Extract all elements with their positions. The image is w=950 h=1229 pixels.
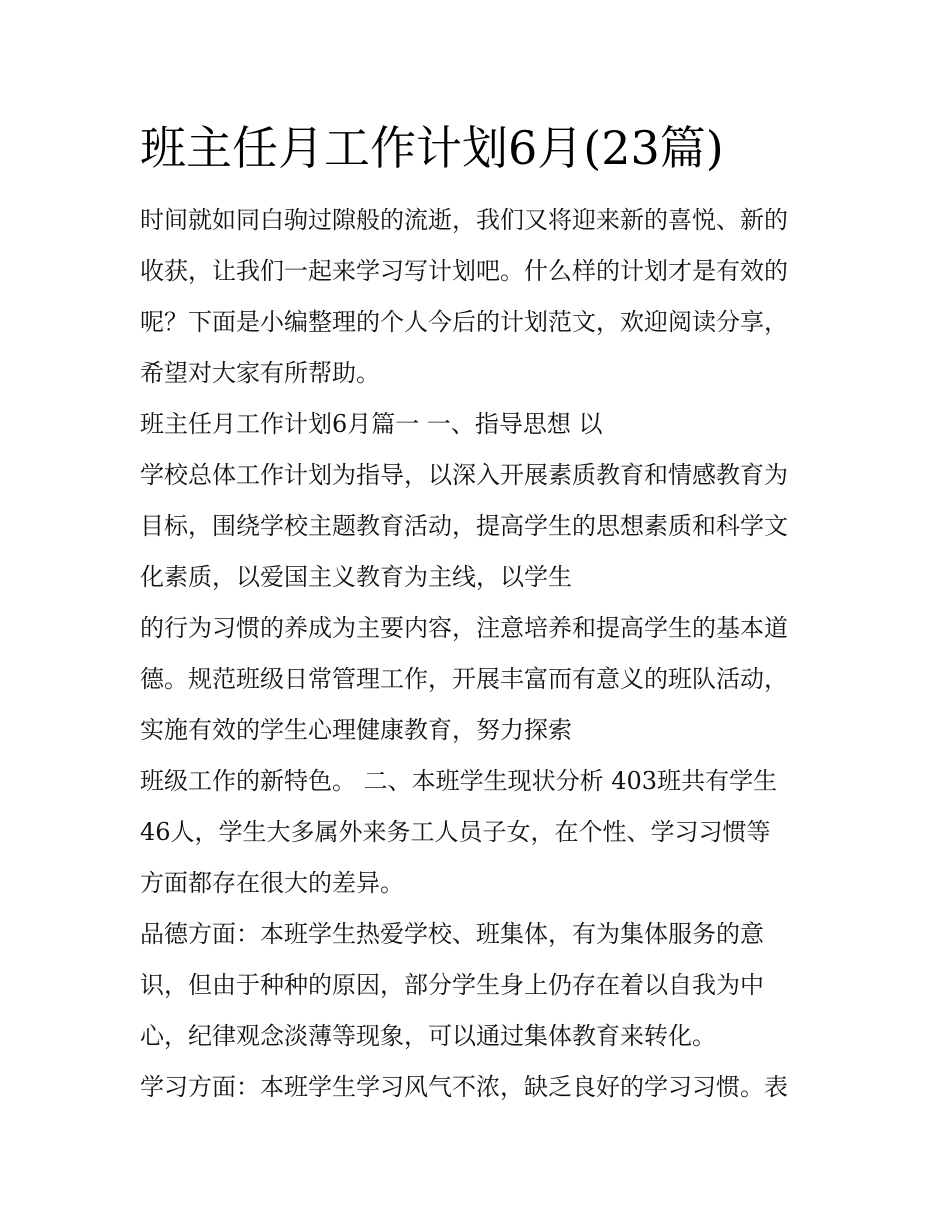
- body-line: 的行为习惯的养成为主要内容，注意培养和提高学生的基本道: [140, 614, 788, 642]
- body-line: 识，但由于种种的原因，部分学生身上仍存在着以自我为中: [140, 971, 764, 999]
- body-line: 德。规范班级日常管理工作，开展丰富而有意义的班队活动，: [140, 665, 788, 693]
- body-line: 呢？下面是小编整理的个人今后的计划范文，欢迎阅读分享，: [140, 308, 788, 336]
- body-line: 品德方面：本班学生热爱学校、班集体，有为集体服务的意: [140, 920, 764, 948]
- body-line: 学习方面：本班学生学习风气不浓，缺乏良好的学习习惯。表: [140, 1073, 788, 1101]
- body-line: 收获，让我们一起来学习写计划吧。什么样的计划才是有效的: [140, 257, 788, 285]
- body-line: 方面都存在很大的差异。: [140, 869, 404, 897]
- section-heading-line: 班主任月工作计划6月篇一 一、指导思想 以: [140, 410, 603, 438]
- document-title: 班主任月工作计划6月(23篇): [140, 121, 724, 175]
- body-line: 希望对大家有所帮助。: [140, 359, 380, 387]
- body-line: 化素质，以爱国主义教育为主线，以学生: [140, 563, 572, 591]
- body-line: 心，纪律观念淡薄等现象，可以通过集体教育来转化。: [140, 1022, 716, 1050]
- body-line: 时间就如同白驹过隙般的流逝，我们又将迎来新的喜悦、新的: [140, 206, 788, 234]
- body-line: 46人，学生大多属外来务工人员子女，在个性、学习习惯等: [140, 818, 771, 846]
- body-line: 学校总体工作计划为指导，以深入开展素质教育和情感教育为: [140, 461, 788, 489]
- body-line: 目标，围绕学校主题教育活动，提高学生的思想素质和科学文: [140, 512, 788, 540]
- body-line: 班级工作的新特色。 二、本班学生现状分析 403班共有学生: [140, 767, 778, 795]
- body-line: 实施有效的学生心理健康教育，努力探索: [140, 716, 572, 744]
